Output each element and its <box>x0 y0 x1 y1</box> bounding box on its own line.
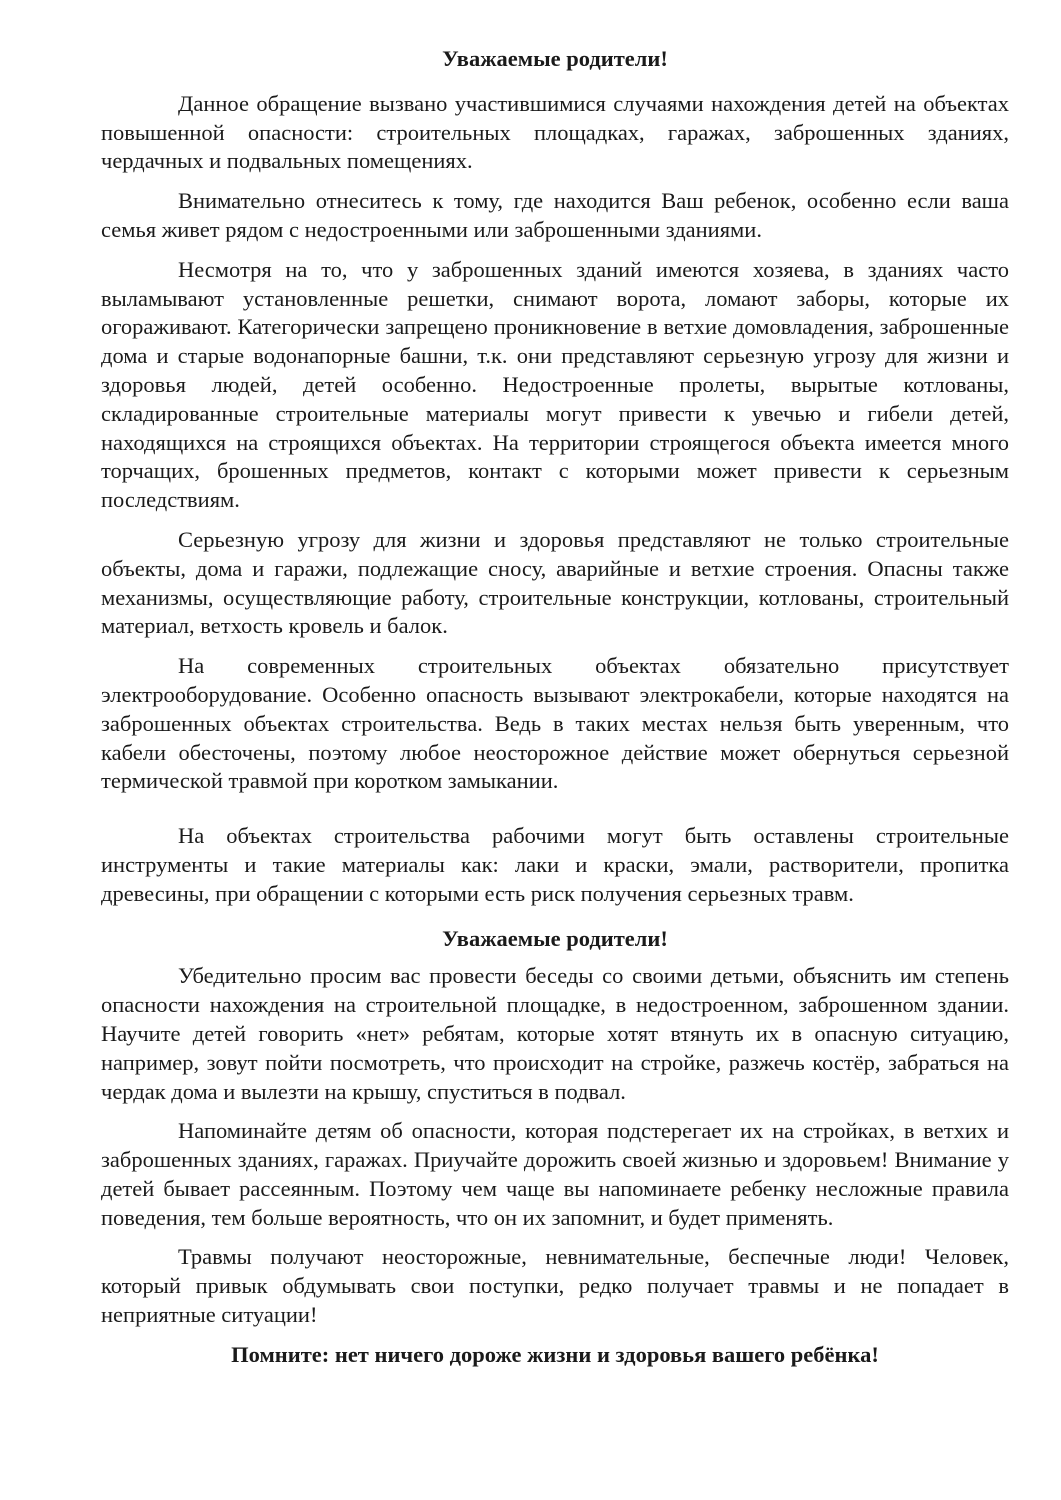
paragraph-abandoned-buildings: Несмотря на то, что у заброшенных зданий имеются хозяева, в зданиях часто выламывают установленные решетки, снимают ворота, ломают заборы, которые их огораживают. Категорически запрещено проникновение в ветхие домовладения, заброшенные дома и старые водонапорные башни, т.к. они представляют серьезную угрозу для жизни и здоровья людей, детей особенно. Недостроенные пролеты, вырытые котлованы, складированные строительные материалы могут привести к увечью и гибели детей, находящихся на строящихся объектах. На территории строящегося объекта имеется много торчащих, брошенных предметов, контакт с которыми может привести к серьезным последствиям. <box>101 256 1009 513</box>
heading-dear-parents-middle: Уважаемые родители! <box>442 925 668 951</box>
paragraph-attention: Внимательно отнеситесь к тому, где находится Ваш ребенок, особенно если ваша семья живет рядом с недостроенными или заброшенными зданиями. <box>101 188 1009 242</box>
paragraph-intro: Данное обращение вызвано участившимися случаями нахождения детей на объектах повышенной опасности: строительных площадках, гаражах, заброшенных зданиях, чердачных и подвальных помещениях. <box>101 90 1009 174</box>
paragraph-electrical-equipment: На современных строительных объектах обязательно присутствует электрооборудование. Особенно опасность вызывают электрокабели, которые находятся на заброшенных объектах строительства. Ведь в таких местах нельзя быть уверенным, что кабели обесточены, поэтому любое неосторожное действие может обернуться серьезной термической травмой при коротком замыкании. <box>101 653 1009 794</box>
closing-statement: Помните: нет ничего дороже жизни и здоровья вашего ребёнка! <box>231 1341 879 1367</box>
paragraph-construction-materials: На объектах строительства рабочими могут быть оставлены строительные инструменты и такие материалы как: лаки и краски, эмали, растворители, пропитка древесины, при обращении с которыми есть риск получения серьезных травм. <box>101 823 1009 906</box>
paragraph-talk-to-children: Убедительно просим вас провести беседы со своими детьми, объяснить им степень опасности нахождения на строительной площадке, в недостроенном, заброшенном здании. Научите детей говорить «нет» ребятам, которые хотят втянуть их в опасную ситуацию, например, зовут пойти посмотреть, что происходит на стройке, разжечь костёр, забраться на чердак дома и вылезти на крышу, спуститься в подвал. <box>101 963 1009 1104</box>
paragraph-remind-children: Напоминайте детям об опасности, которая подстерегает их на стройках, в ветхих и заброшенных зданиях, гаражах. Приучайте дорожить своей жизнью и здоровьем! Внимание у детей бывает рассеянным. Поэтому чем чаще вы напоминаете ребенку несложные правила поведения, тем больше вероятность, что он их запомнит, и будет применять. <box>101 1118 1009 1230</box>
heading-dear-parents-top: Уважаемые родители! <box>442 46 668 71</box>
paragraph-careless-people: Травмы получают неосторожные, невнимательные, беспечные люди! Человек, который привык обдумывать свои поступки, редко получает травмы и не попадает в неприятные ситуации! <box>101 1244 1009 1328</box>
paragraph-serious-threat: Серьезную угрозу для жизни и здоровья представляют не только строительные объекты, дома и гаражи, подлежащие сносу, аварийные и ветхие строения. Опасны также механизмы, осуществляющие работу, строительные конструкции, котлованы, строительный материал, ветхость кровель и балок. <box>101 526 1009 639</box>
